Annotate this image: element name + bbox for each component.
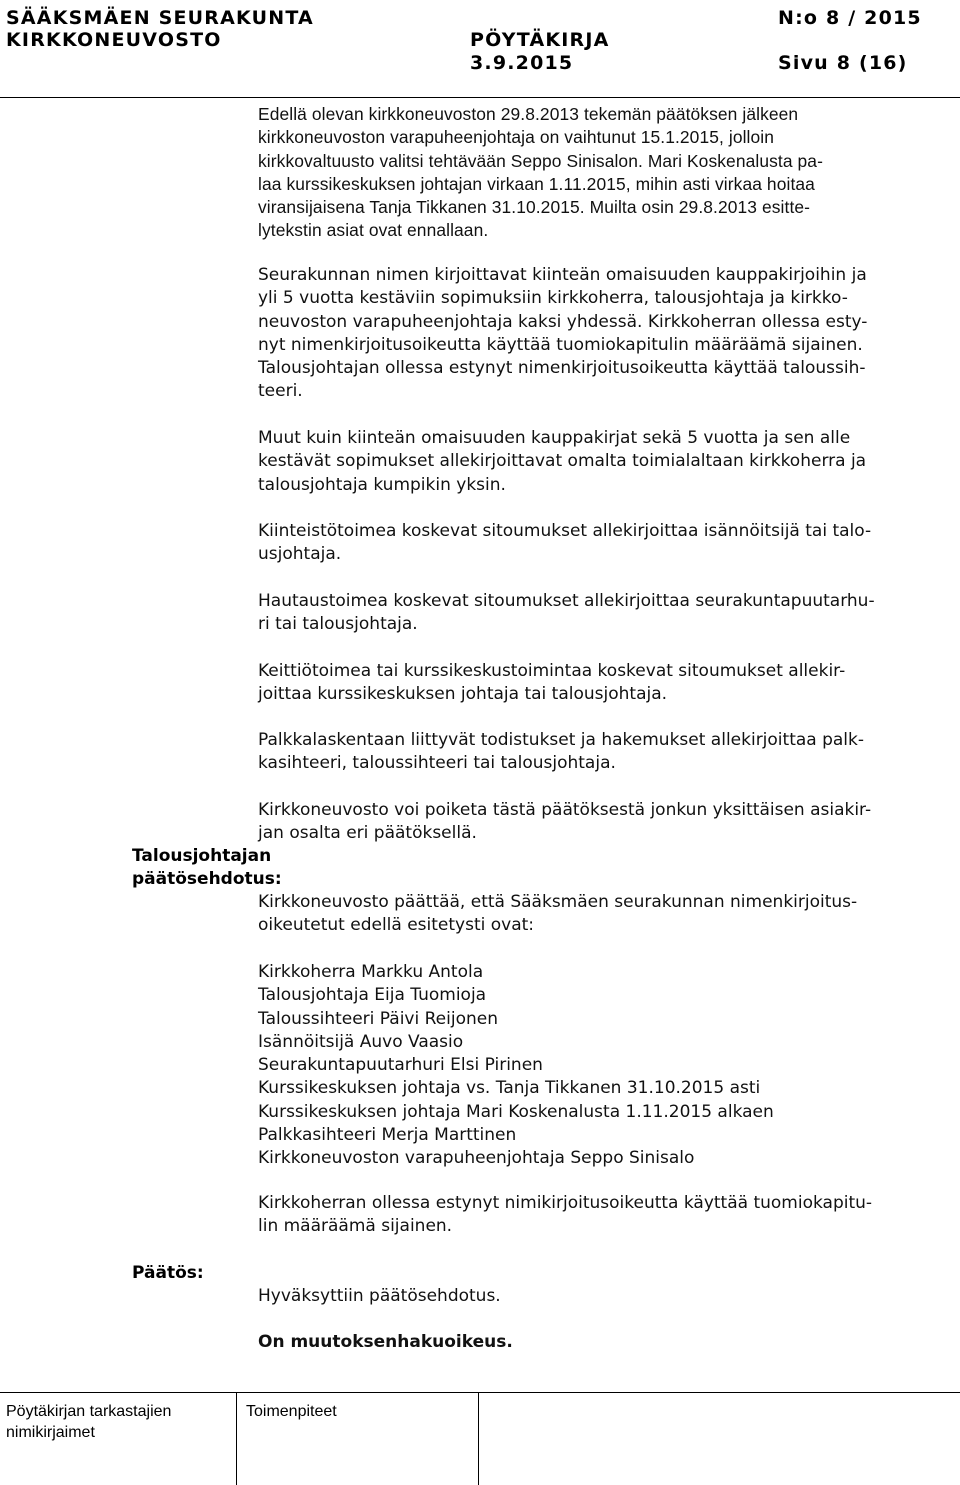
text-line: teeri.: [258, 381, 303, 402]
document-type: PÖYTÄKIRJA: [470, 29, 610, 51]
text-line: neuvoston varapuheenjohtaja kaksi yhdessä. Kirkkoherran ollessa esty-: [258, 311, 868, 332]
list-item: Talousjohtaja Eija Tuomioja: [258, 985, 487, 1006]
proposal-label: [132, 845, 282, 892]
footer-checkers-line: nimikirjaimet: [6, 1424, 95, 1441]
text-line: Edellä olevan kirkkoneuvoston 29.8.2013 tekemän päätöksen jälkeen: [258, 104, 799, 124]
footer-checkers-label: [6, 1401, 171, 1443]
text-line: kirkkovaltuusto valitsi tehtävään Seppo Sinisalon. Mari Koskenalusta pa-: [258, 150, 823, 171]
text-line: Seurakunnan nimen kirjoittavat kiinteän omaisuuden kauppakirjoihin ja: [258, 265, 867, 285]
text-line: kasihteeri, taloussihteeri tai talousjohtaja.: [258, 753, 616, 774]
list-item: Kirkkoneuvoston varapuheenjohtaja Seppo Sinisalo: [258, 1148, 695, 1169]
footer-table: [0, 1392, 960, 1485]
paragraph-short-contracts: [258, 427, 958, 497]
text-line: Palkkalaskentaan liittyvät todistukset ja hakemukset allekirjoittaa palk-: [258, 730, 865, 750]
footer-checkers-line: Pöytäkirjan tarkastajien: [6, 1403, 172, 1420]
text-line: oikeutetut edellä esitetysti ovat:: [258, 915, 535, 936]
proposal-label-line: Talousjohtajan: [132, 846, 272, 866]
list-item: Taloussihteeri Päivi Reijonen: [258, 1008, 498, 1029]
paragraph-exceptions: [258, 799, 958, 846]
paragraph-payroll: [258, 729, 958, 776]
proposal-intro: [258, 891, 958, 938]
list-item: Kirkkoherra Markku Antola: [258, 962, 484, 982]
proposal-label-line: päätösehdotus:: [132, 869, 282, 890]
text-line: kestävät sopimukset allekirjoittavat omalta toimialaltaan kirkkoherra ja: [258, 451, 867, 472]
list-item: Kurssikeskuksen johtaja vs. Tanja Tikkanen 31.10.2015 asti: [258, 1078, 761, 1099]
text-line: lin määräämä sijainen.: [258, 1216, 453, 1237]
signatory-list: [258, 961, 958, 1171]
paragraph-real-estate: [258, 520, 958, 567]
text-line: Keittiötoimea tai kurssikeskustoimintaa koskevat sitoumukset allekir-: [258, 661, 846, 681]
text-line: Kirkkoherran ollessa estynyt nimikirjoitusoikeutta käyttää tuomiokapitu-: [258, 1193, 873, 1213]
list-item: Isännöitsijä Auvo Vaasio: [258, 1031, 464, 1052]
list-item: Palkkasihteeri Merja Marttinen: [258, 1125, 517, 1146]
body-name: KIRKKONEUVOSTO: [6, 29, 222, 51]
paragraph-background: [258, 103, 958, 243]
header-rule: [0, 97, 960, 98]
text-line: yli 5 vuotta kestäviin sopimuksiin kirkkoherra, talousjohtaja ja kirkko-: [258, 288, 848, 309]
page-indicator: Sivu 8 (16): [778, 52, 908, 74]
text-line: laa kurssikeskuksen johtajan virkaan 1.11.2015, mihin asti virkaa hoitaa: [258, 173, 815, 194]
text-line: talousjohtaja kumpikin yksin.: [258, 474, 506, 495]
text-line: viransijaisena Tanja Tikkanen 31.10.2015. Muilta osin 29.8.2013 esitte-: [258, 197, 811, 218]
text-line: Talousjohtajan ollessa estynyt nimenkirjoitusoikeutta käyttää taloussih-: [258, 358, 866, 379]
paragraph-cemetery: [258, 590, 958, 637]
text-line: nyt nimenkirjoitusoikeutta käyttää tuomiokapitulin määräämä sijainen.: [258, 334, 863, 355]
decision-text: Hyväksyttiin päätösehdotus.: [258, 1286, 501, 1306]
text-line: Kirkkoneuvosto voi poiketa tästä päätöksestä jonkun yksittäisen asiakir-: [258, 800, 872, 820]
paragraph-signatories: [258, 264, 958, 404]
appeal-notice: On muutoksenhakuoikeus.: [258, 1332, 513, 1352]
footer-divider: [478, 1393, 479, 1485]
paragraph-kitchen: [258, 660, 958, 707]
text-line: Kirkkoneuvosto päättää, että Sääksmäen seurakunnan nimenkirjoitus-: [258, 892, 858, 912]
organization-name: SÄÄKSMÄEN SEURAKUNTA: [6, 7, 314, 29]
list-item: Kurssikeskuksen johtaja Mari Koskenalusta 1.11.2015 alkaen: [258, 1101, 774, 1122]
proposal-closing: [258, 1192, 958, 1239]
decision-label: Päätös:: [132, 1263, 204, 1283]
text-line: lytekstin asiat ovat ennallaan.: [258, 220, 489, 241]
text-line: Muut kuin kiinteän omaisuuden kauppakirjat sekä 5 vuotta ja sen alle: [258, 428, 851, 448]
text-line: kirkkoneuvoston varapuheenjohtaja on vaihtunut 15.1.2015, jolloin: [258, 127, 775, 148]
meeting-date: 3.9.2015: [470, 52, 574, 74]
footer-divider: [236, 1393, 237, 1485]
text-line: Kiinteistötoimea koskevat sitoumukset allekirjoittaa isännöitsijä tai talo-: [258, 521, 872, 541]
text-line: usjohtaja.: [258, 544, 342, 565]
footer-actions-label: Toimenpiteet: [246, 1403, 337, 1420]
text-line: Hautaustoimea koskevat sitoumukset allekirjoittaa seurakuntapuutarhu-: [258, 591, 875, 611]
document-number: N:o 8 / 2015: [778, 7, 922, 29]
text-line: joittaa kurssikeskuksen johtaja tai talousjohtaja.: [258, 684, 668, 705]
text-line: ri tai talousjohtaja.: [258, 614, 418, 635]
text-line: jan osalta eri päätöksellä.: [258, 823, 477, 844]
list-item: Seurakuntapuutarhuri Elsi Pirinen: [258, 1055, 543, 1076]
